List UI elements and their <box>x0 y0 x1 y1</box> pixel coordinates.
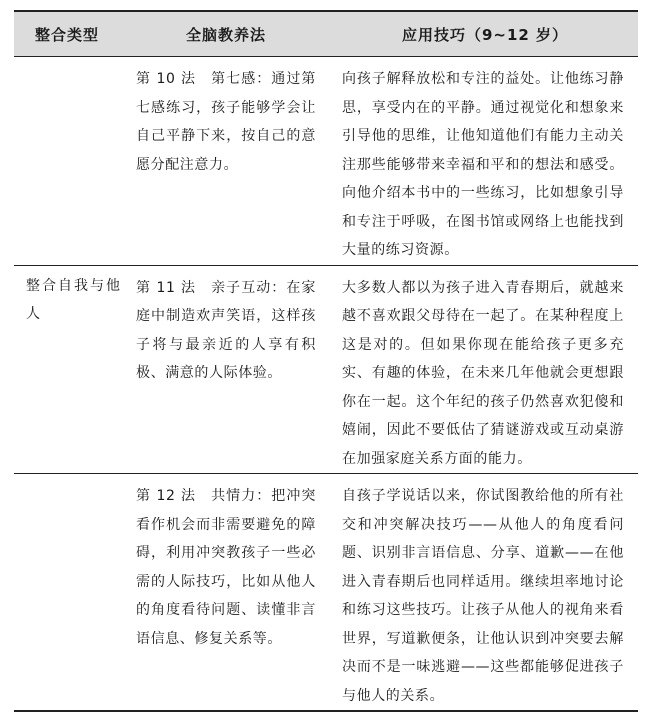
table-body <box>14 57 638 712</box>
cell-method <box>120 474 332 712</box>
cell-integration-type <box>14 57 120 266</box>
method-text: 第 10 法 第七感：通过第七感练习，孩子能够学会让自己平静下来，按自己的意愿分配注意力。 <box>136 71 316 173</box>
cell-integration-type <box>14 474 120 712</box>
cell-tip <box>332 57 638 266</box>
header-integration-type: 整合类型 <box>34 25 99 44</box>
header-application-tips: 应用技巧（9~12 岁） <box>401 25 569 44</box>
header-whole-brain-method: 全脑教养法 <box>185 25 266 44</box>
method-text: 第 12 法 共情力：把冲突看作机会而非需要避免的障碍，利用冲突教孩子一些必需的人际技巧，比如从他人的角度看待问题、读懂非言语信息、修复关系等。 <box>136 488 316 647</box>
parenting-strategies-table <box>14 10 638 712</box>
table-header <box>14 11 638 57</box>
cell-tip <box>332 265 638 474</box>
table-row <box>14 474 638 712</box>
header-row <box>14 11 638 57</box>
cell-tip <box>332 474 638 712</box>
table-row <box>14 57 638 266</box>
cell-integration-type: 整合自我与他人 <box>26 277 120 322</box>
method-text: 第 11 法 亲子互动：在家庭中制造欢声笑语，这样孩子将与最亲近的人享有积极、满意的人际体验。 <box>136 279 316 381</box>
table-row <box>14 265 638 474</box>
tip-text: 向孩子解释放松和专注的益处。让他练习静思，享受内在的平静。通过视觉化和想象来引导他的思维，让他知道他们有能力主动关注那些能够带来幸福和平和的想法和感受。向他介绍本书中的一些练习，比如想象引导和专注于呼吸，在图书馆或网络上也能找到大量的练习资源。 <box>342 71 624 258</box>
tip-text: 自孩子学说话以来，你试图教给他的所有社交和冲突解决技巧——从他人的角度看问题、识别非言语信息、分享、道歉——在他进入青春期后也同样适用。继续坦率地讨论和练习这些技巧。让孩子从他人的视角来看世界，写道歉便条，让他认识到冲突要去解决而不是一味逃避——这些都能够促进孩子与他人的关系。 <box>342 488 624 704</box>
cell-method <box>120 57 332 266</box>
tip-text: 大多数人都以为孩子进入青春期后，就越来越不喜欢跟父母待在一起了。在某种程度上这是对的。但如果你现在能给孩子更多充实、有趣的体验，在未来几年他就会更想跟你在一起。这个年纪的孩子仍然喜欢犯傻和嬉闹，因此不要低估了猜谜游戏或互动桌游在加强家庭关系方面的能力。 <box>342 279 624 467</box>
cell-method <box>120 265 332 474</box>
